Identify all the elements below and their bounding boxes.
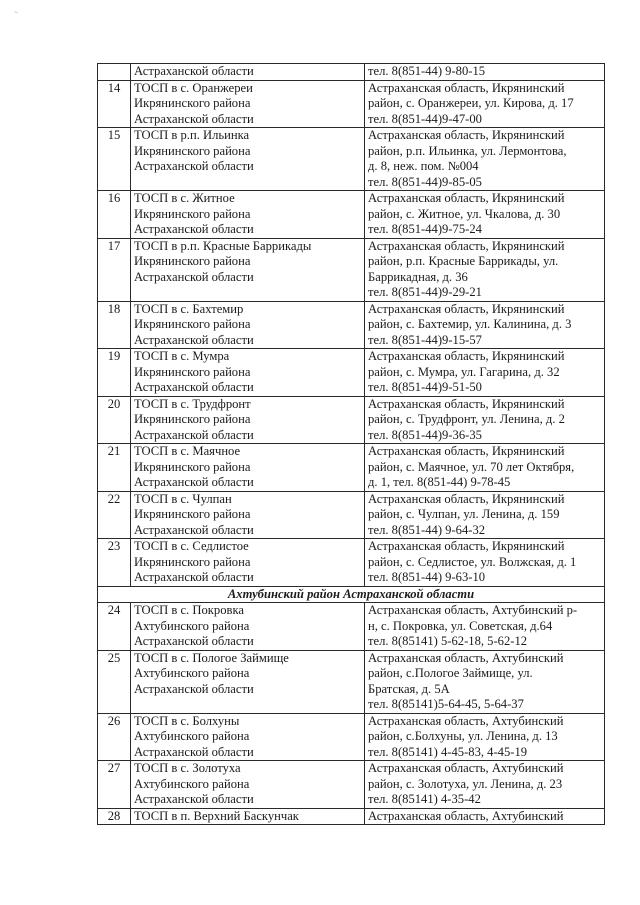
office-name-line: ТОСП в с. Маячное: [134, 444, 241, 458]
office-address-line: Астраханская область, Икрянинский: [368, 191, 565, 205]
row-number: 19: [98, 349, 131, 397]
office-name-cell: [131, 444, 365, 492]
table-row: [98, 349, 605, 397]
office-name-line: Икрянинского района: [134, 412, 251, 426]
office-address-line: тел. 8(85141)5-64-45, 5-64-37: [368, 697, 524, 711]
office-name-line: Астраханской области: [134, 681, 254, 696]
table-row: [98, 191, 605, 239]
table-body: [98, 64, 605, 825]
office-address-cell: [365, 713, 605, 761]
office-address-cell: [365, 603, 605, 651]
office-name-line: Икрянинского района: [134, 254, 251, 268]
office-address-line: тел. 8(851-44) 9-63-10: [368, 570, 486, 584]
table-row: [98, 64, 605, 81]
row-number: 17: [98, 238, 131, 301]
office-name-line: Астраханской области: [134, 64, 254, 78]
office-name-line: Икрянинского района: [134, 507, 251, 521]
office-name-line: Икрянинского района: [134, 317, 251, 331]
office-address-line: д. 1, тел. 8(851-44) 9-78-45: [368, 475, 511, 489]
office-address-line: тел. 8(851-44)9-85-05: [368, 174, 482, 189]
office-address-line: Астраханская область, Икрянинский: [368, 301, 565, 316]
office-name-line: ТОСП в с. Болхуны: [134, 713, 240, 728]
scan-mark: ~: [14, 8, 19, 17]
office-address-cell: [365, 191, 605, 239]
office-address-line: Астраханская область, Икрянинский: [368, 444, 565, 458]
office-address-line: район, с. Маячное, ул. 70 лет Октября,: [368, 459, 575, 474]
office-address-cell: [365, 80, 605, 128]
office-name-line: Астраханской области: [134, 111, 254, 126]
section-heading: Ахтубинский район Астраханской области: [98, 586, 605, 603]
office-name-line: ТОСП в с. Чулпан: [134, 491, 232, 506]
office-name-cell: [131, 64, 365, 81]
office-name-line: Ахтубинского района: [134, 666, 250, 680]
office-name-line: ТОСП в р.п. Ильинка: [134, 128, 250, 142]
row-number: 22: [98, 491, 131, 539]
row-number: [98, 64, 131, 81]
office-name-cell: [131, 301, 365, 349]
row-number: 18: [98, 301, 131, 349]
office-address-line: тел. 8(851-44)9-29-21: [368, 285, 482, 299]
row-number: 24: [98, 603, 131, 651]
office-address-line: район, с. Золотуха, ул. Ленина, д. 23: [368, 776, 563, 791]
office-address-cell: [365, 64, 605, 81]
office-address-cell: [365, 349, 605, 397]
office-name-line: ТОСП в с. Седлистое: [134, 539, 249, 553]
office-address-line: район, с. Мумра, ул. Гагарина, д. 32: [368, 364, 560, 379]
row-number: 20: [98, 396, 131, 444]
office-name-cell: [131, 349, 365, 397]
office-address-line: н, с. Покровка, ул. Советская, д.64: [368, 618, 553, 633]
table-row: [98, 713, 605, 761]
office-name-line: ТОСП в с. Золотуха: [134, 761, 241, 775]
office-name-line: Икрянинского района: [134, 96, 251, 110]
table-row: [98, 80, 605, 128]
office-address-line: Астраханская область, Ахтубинский: [368, 761, 564, 775]
office-address-line: тел. 8(851-44) 9-80-15: [368, 64, 486, 78]
office-address-line: район, с. Чулпан, ул. Ленина, д. 159: [368, 507, 560, 521]
office-address-line: Братская, д. 5А: [368, 681, 450, 696]
office-address-table: [97, 63, 605, 825]
table-row: [98, 491, 605, 539]
office-address-cell: [365, 396, 605, 444]
office-address-cell: [365, 301, 605, 349]
office-address-line: Астраханская область, Икрянинский: [368, 349, 565, 363]
row-number: 27: [98, 761, 131, 809]
row-number: 25: [98, 650, 131, 713]
office-name-line: Икрянинского района: [134, 206, 251, 221]
office-name-line: ТОСП в с. Оранжереи: [134, 80, 253, 95]
table-row: [98, 650, 605, 713]
office-address-line: тел. 8(85141) 5-62-18, 5-62-12: [368, 634, 528, 648]
row-number: 21: [98, 444, 131, 492]
office-name-cell: [131, 808, 365, 825]
office-name-cell: [131, 650, 365, 713]
office-address-line: Астраханская область, Икрянинский: [368, 396, 565, 411]
office-name-line: ТОСП в с. Бахтемир: [134, 301, 244, 316]
table-row: [98, 603, 605, 651]
office-name-line: ТОСП в р.п. Красные Баррикады: [134, 238, 312, 253]
office-name-cell: [131, 396, 365, 444]
office-address-line: д. 8, неж. пом. №004: [368, 159, 479, 173]
row-number: 15: [98, 128, 131, 191]
office-address-line: район, с. Житное, ул. Чкалова, д. 30: [368, 206, 561, 221]
office-address-line: район, р.п. Ильинка, ул. Лермонтова,: [368, 143, 567, 158]
table-row: [98, 761, 605, 809]
office-address-cell: [365, 128, 605, 191]
row-number: 16: [98, 191, 131, 239]
office-name-line: Астраханской области: [134, 427, 254, 442]
office-name-line: Астраханской области: [134, 332, 254, 347]
office-address-line: Баррикадная, д. 36: [368, 269, 468, 284]
office-name-line: Астраханской области: [134, 570, 254, 584]
office-name-cell: [131, 603, 365, 651]
office-address-line: тел. 8(851-44)9-51-50: [368, 380, 482, 394]
office-name-cell: [131, 491, 365, 539]
office-name-cell: [131, 191, 365, 239]
office-address-line: тел. 8(851-44) 9-64-32: [368, 522, 486, 537]
office-name-cell: [131, 539, 365, 587]
row-number: 26: [98, 713, 131, 761]
office-address-line: район, с. Бахтемир, ул. Калинина, д. 3: [368, 317, 572, 331]
office-address-line: район, с. Седлистое, ул. Волжская, д. 1: [368, 554, 577, 569]
office-address-line: Астраханская область, Ахтубинский р-: [368, 603, 578, 617]
office-name-line: Астраханской области: [134, 222, 254, 236]
office-name-line: Икрянинского района: [134, 554, 251, 569]
row-number: 23: [98, 539, 131, 587]
office-address-line: тел. 8(85141) 4-45-83, 4-45-19: [368, 744, 528, 759]
office-name-line: Астраханской области: [134, 475, 254, 489]
office-name-line: ТОСП в с. Пологое Займище: [134, 650, 289, 665]
section-row: [98, 586, 605, 603]
office-name-cell: [131, 761, 365, 809]
office-address-line: Астраханская область, Ахтубинский: [368, 650, 564, 665]
office-name-cell: [131, 80, 365, 128]
office-address-cell: [365, 539, 605, 587]
table-row: [98, 444, 605, 492]
office-name-line: Астраханской области: [134, 380, 254, 394]
office-address-line: Астраханская область, Икрянинский: [368, 539, 565, 553]
office-address-cell: [365, 491, 605, 539]
row-number: 28: [98, 808, 131, 825]
office-name-line: ТОСП в с. Покровка: [134, 603, 244, 617]
office-name-line: Астраханской области: [134, 792, 254, 806]
office-address-line: район, с.Пологое Займище, ул.: [368, 666, 533, 680]
table-row: [98, 128, 605, 191]
office-address-cell: [365, 650, 605, 713]
office-address-line: тел. 8(851-44)9-47-00: [368, 111, 482, 126]
office-name-line: ТОСП в п. Верхний Баскунчак: [134, 808, 299, 823]
office-address-line: район, с.Болхуны, ул. Ленина, д. 13: [368, 729, 558, 743]
table-row: [98, 238, 605, 301]
office-address-line: Астраханская область, Ахтубинский: [368, 808, 564, 823]
office-address-line: Астраханская область, Икрянинский: [368, 238, 565, 253]
office-name-cell: [131, 128, 365, 191]
office-name-line: Астраханской области: [134, 159, 254, 173]
office-name-line: Ахтубинского района: [134, 729, 250, 743]
office-name-line: Икрянинского района: [134, 364, 251, 379]
office-address-line: Астраханская область, Икрянинский: [368, 128, 565, 142]
office-address-line: Астраханская область, Ахтубинский: [368, 713, 564, 728]
office-name-line: ТОСП в с. Житное: [134, 191, 235, 205]
office-name-line: Астраханской области: [134, 744, 254, 759]
office-name-line: Ахтубинского района: [134, 618, 250, 633]
office-name-line: Астраханской области: [134, 634, 254, 648]
office-address-line: тел. 8(85141) 4-35-42: [368, 792, 481, 806]
office-name-line: Астраханской области: [134, 522, 254, 537]
office-name-line: ТОСП в с. Мумра: [134, 349, 230, 363]
table-row: [98, 808, 605, 825]
office-address-line: Астраханская область, Икрянинский: [368, 491, 565, 506]
office-address-line: тел. 8(851-44)9-75-24: [368, 222, 482, 236]
office-name-line: Икрянинского района: [134, 143, 251, 158]
office-address-line: тел. 8(851-44)9-15-57: [368, 332, 482, 347]
office-address-line: район, с. Трудфронт, ул. Ленина, д. 2: [368, 412, 565, 426]
office-address-line: тел. 8(851-44)9-36-35: [368, 427, 482, 442]
office-address-cell: [365, 444, 605, 492]
office-address-cell: [365, 238, 605, 301]
office-address-line: район, р.п. Красные Баррикады, ул.: [368, 254, 559, 268]
office-address-line: район, с. Оранжереи, ул. Кирова, д. 17: [368, 96, 574, 110]
office-name-line: Астраханской области: [134, 269, 254, 284]
office-name-line: Икрянинского района: [134, 459, 251, 474]
row-number: 14: [98, 80, 131, 128]
office-name-line: Ахтубинского района: [134, 776, 250, 791]
office-address-cell: [365, 761, 605, 809]
office-name-line: ТОСП в с. Трудфронт: [134, 396, 251, 411]
office-name-cell: [131, 238, 365, 301]
table-row: [98, 301, 605, 349]
table-row: [98, 539, 605, 587]
table-row: [98, 396, 605, 444]
office-name-cell: [131, 713, 365, 761]
office-address-line: Астраханская область, Икрянинский: [368, 80, 565, 95]
office-address-cell: [365, 808, 605, 825]
